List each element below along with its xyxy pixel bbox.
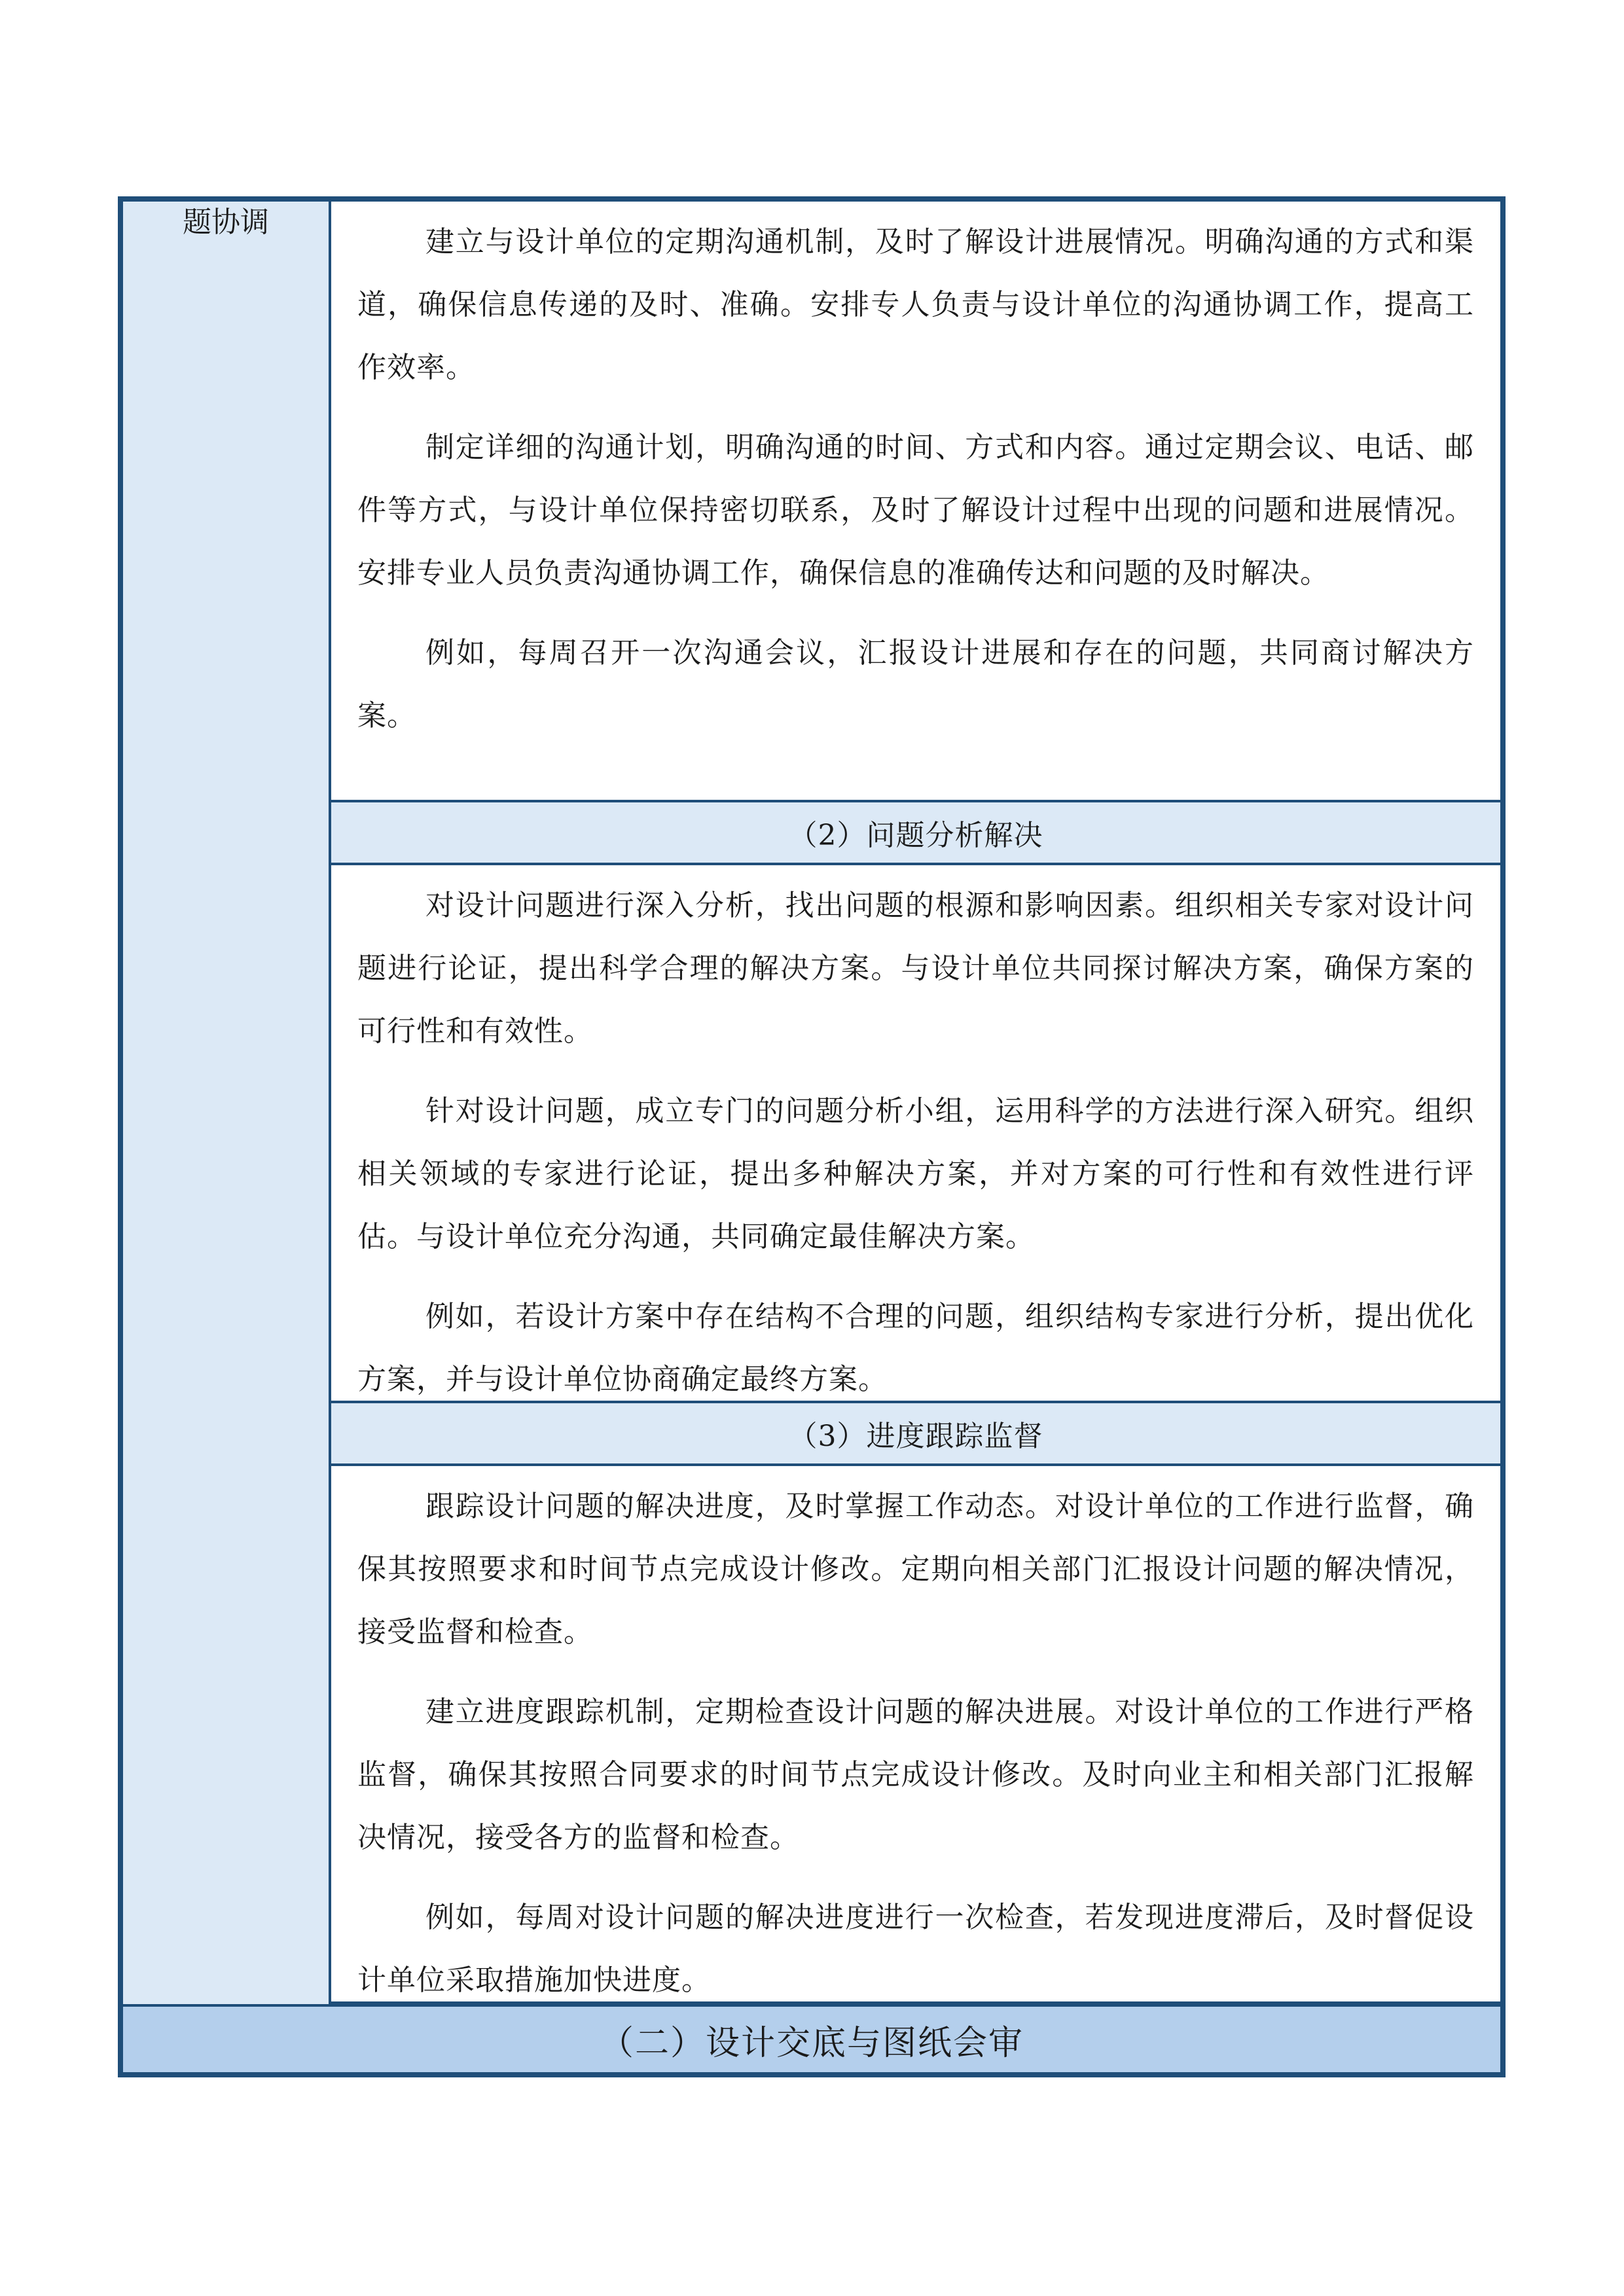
paragraph: 例如，若设计方案中存在结构不合理的问题，组织结构专家进行分析，提出优化方案，并与设计单位协商确定最终方案。 bbox=[357, 1300, 1474, 1396]
problem-analysis-block bbox=[331, 865, 1500, 1403]
paragraph: 针对设计问题，成立专门的问题分析小组，运用科学的方法进行深入研究。组织相关领域的专家进行论证，提出多种解决方案，并对方案的可行性和有效性进行评估。与设计单位充分沟通，共同确定最佳解决方案。 bbox=[357, 1094, 1474, 1253]
paragraph: 建立与设计单位的定期沟通机制，及时了解设计进展情况。明确沟通的方式和渠道，确保信息传递的及时、准确。安排专人负责与设计单位的沟通协调工作，提高工作效率。 bbox=[357, 225, 1474, 384]
communication-block bbox=[331, 202, 1500, 802]
paragraph: 跟踪设计问题的解决进度，及时掌握工作动态。对设计单位的工作进行监督，确保其按照要求和时间节点完成设计修改。定期向相关部门汇报设计问题的解决情况，接受监督和检查。 bbox=[357, 1490, 1474, 1649]
paragraph: 制定详细的沟通计划，明确沟通的时间、方式和内容。通过定期会议、电话、邮件等方式，与设计单位保持密切联系，及时了解设计过程中出现的问题和进展情况。安排专业人员负责沟通协调工作，确保信息的准确传达和问题的及时解决。 bbox=[357, 431, 1474, 590]
section-heading-design-disclosure: （二）设计交底与图纸会审 bbox=[123, 2004, 1500, 2072]
row-label-cell bbox=[123, 202, 331, 2004]
subheading-progress-tracking: （3）进度跟踪监督 bbox=[331, 1403, 1500, 1466]
row-label-text: 题协调 bbox=[183, 206, 269, 239]
paragraph: 例如，每周召开一次沟通会议，汇报设计进展和存在的问题，共同商讨解决方案。 bbox=[357, 636, 1474, 732]
content-table bbox=[118, 196, 1506, 2077]
subheading-problem-analysis: （2）问题分析解决 bbox=[331, 802, 1500, 865]
paragraph: 例如，每周对设计问题的解决进度进行一次检查，若发现进度滞后，及时督促设计单位采取措施加快进度。 bbox=[357, 1901, 1474, 1997]
progress-tracking-block bbox=[331, 1466, 1500, 2004]
paragraph: 对设计问题进行深入分析，找出问题的根源和影响因素。组织相关专家对设计问题进行论证，提出科学合理的解决方案。与设计单位共同探讨解决方案，确保方案的可行性和有效性。 bbox=[357, 889, 1474, 1048]
paragraph: 建立进度跟踪机制，定期检查设计问题的解决进展。对设计单位的工作进行严格监督，确保其按照合同要求的时间节点完成设计修改。及时向业主和相关部门汇报解决情况，接受各方的监督和检查。 bbox=[357, 1695, 1474, 1854]
